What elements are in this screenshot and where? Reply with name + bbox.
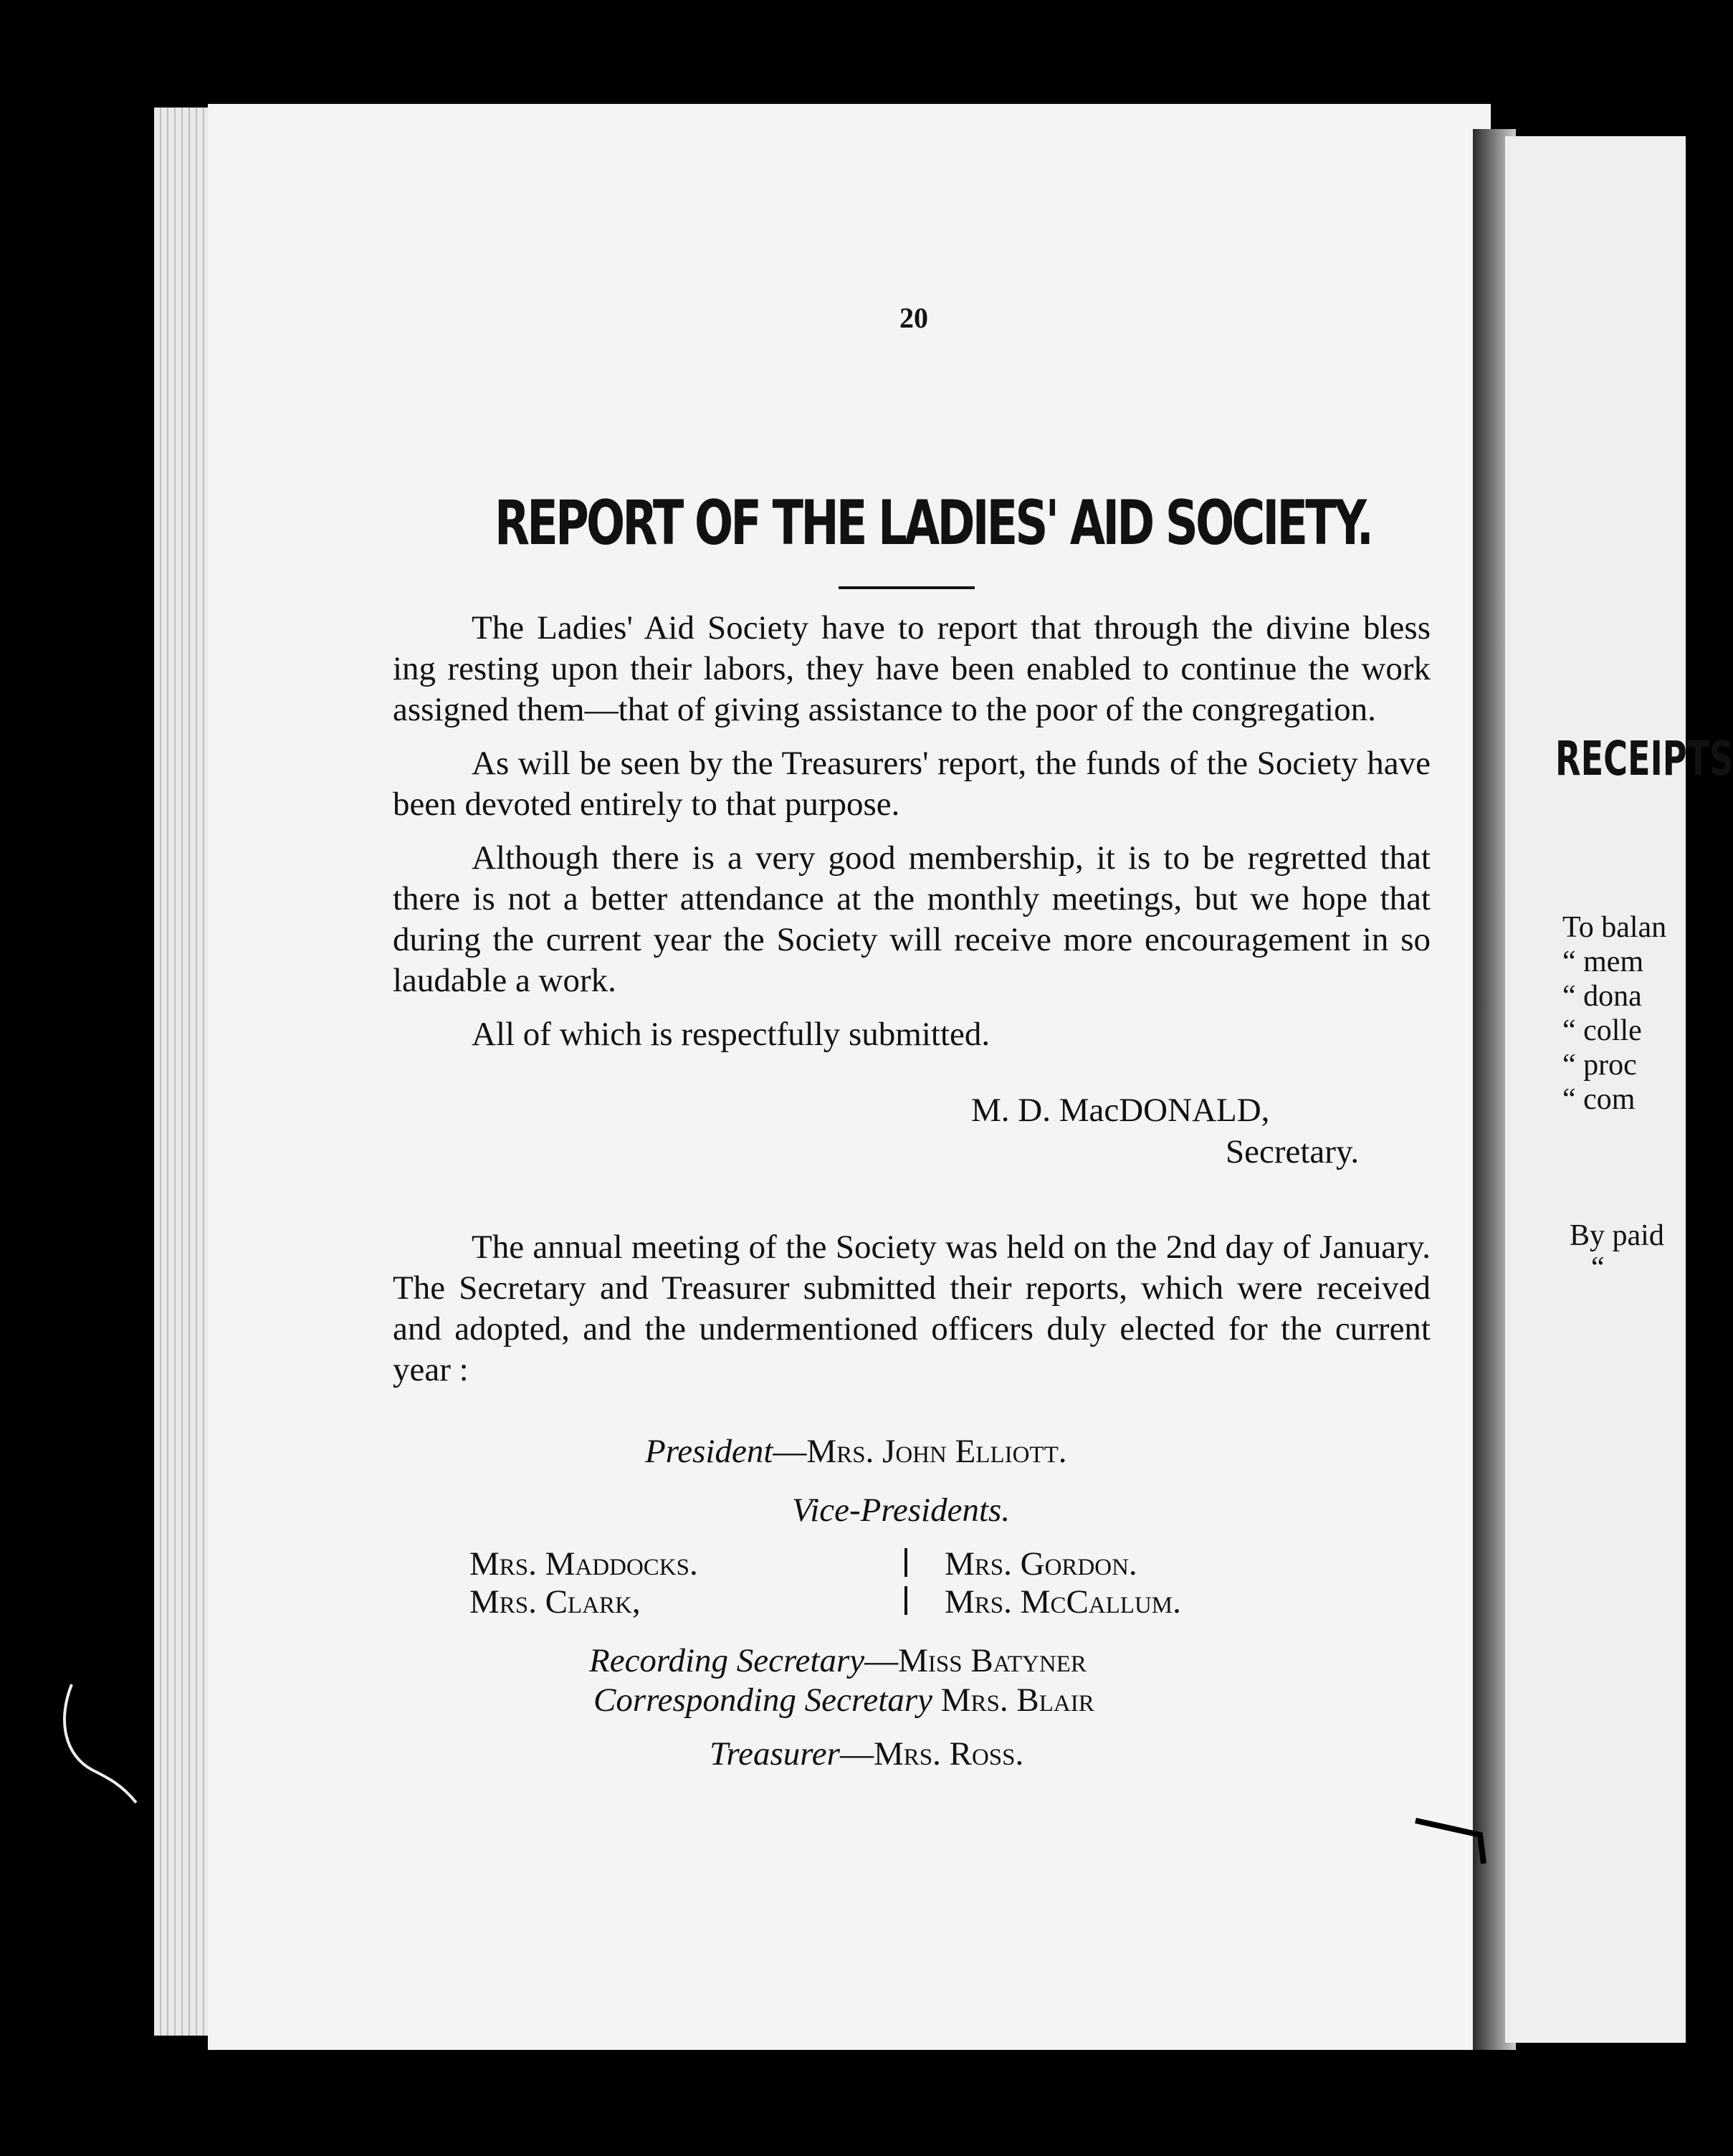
- vice-president-name: Mrs. Maddocks.: [469, 1545, 698, 1583]
- corresponding-secretary-line: [593, 1681, 1094, 1719]
- paragraph: All of which is respectfully submitted.: [472, 1016, 990, 1053]
- president-line: [645, 1432, 1067, 1471]
- report-body: [393, 608, 1431, 1068]
- vice-president-name: Mrs. Gordon.: [945, 1545, 1137, 1583]
- receipt-line: “ proc: [1562, 1049, 1637, 1082]
- payment-line: By paid: [1570, 1219, 1664, 1252]
- vice-president-name: Mrs. McCallum.: [945, 1583, 1181, 1621]
- receipt-line: “ com: [1562, 1083, 1636, 1116]
- right-page: [1505, 136, 1733, 2043]
- title-rule: [839, 586, 975, 589]
- vice-president-name: Mrs. Clark,: [469, 1583, 641, 1621]
- treasurer-name: —Mrs. Ross.: [839, 1735, 1024, 1773]
- vice-presidents-label: Vice-Presidents.: [792, 1492, 1011, 1529]
- receipt-line: “ colle: [1562, 1014, 1642, 1047]
- recording-secretary-line: [589, 1641, 1087, 1680]
- president-name: —Mrs. John Elliott.: [773, 1433, 1067, 1470]
- page-corner-mark: [1412, 1806, 1491, 1871]
- signature-role: Secretary.: [1226, 1133, 1360, 1170]
- column-divider: [904, 1548, 907, 1577]
- column-divider: [904, 1586, 907, 1615]
- signature-name: M. D. MacDONALD,: [971, 1092, 1270, 1129]
- recording-secretary-label: Recording Secretary: [589, 1642, 865, 1679]
- page-number: 20: [899, 302, 928, 334]
- recording-secretary-name: —Miss Batyner: [864, 1642, 1087, 1679]
- report-title: REPORT OF THE LADIES' AID SOCIETY.: [495, 487, 1372, 559]
- scan-artifact-left: [57, 1677, 151, 1806]
- treasurer-line: [710, 1735, 1023, 1773]
- receipt-line: “ mem: [1562, 945, 1644, 978]
- corresponding-secretary-name: Mrs. Blair: [940, 1682, 1094, 1719]
- president-label: President: [645, 1433, 773, 1470]
- paragraph: The Ladies' Aid Society have to report that through the divine bless ing resting upon their labors, they have been enabled to continue the work assigned them—that of giving assistance to the poor of the congregation.: [393, 609, 1431, 728]
- paragraph: As will be seen by the Treasurers' report, the funds of the Society have been devoted entirely to that purpose.: [393, 745, 1431, 823]
- paragraph: Although there is a very good membership, it is to be regretted that there is not a better attendance at the monthly meetings, but we hope that during the current year the Society will receive more encouragement in so laudable a work.: [393, 839, 1431, 999]
- receipts-heading: RECEIPTS: [1555, 731, 1733, 786]
- corresponding-secretary-label: Corresponding Secretary: [593, 1682, 932, 1719]
- treasurer-label: Treasurer: [710, 1735, 840, 1773]
- receipt-line: “ dona: [1562, 980, 1642, 1013]
- payment-ditto: “: [1591, 1251, 1605, 1284]
- meeting-paragraph: The annual meeting of the Society was held on the 2nd day of January. The Secretary and Treasurer submitted their reports, which were received and adopted, and the undermentioned officers duly elected for the current year :: [393, 1229, 1431, 1388]
- signature-block: [971, 1089, 1359, 1173]
- receipt-line: To balan: [1562, 911, 1667, 944]
